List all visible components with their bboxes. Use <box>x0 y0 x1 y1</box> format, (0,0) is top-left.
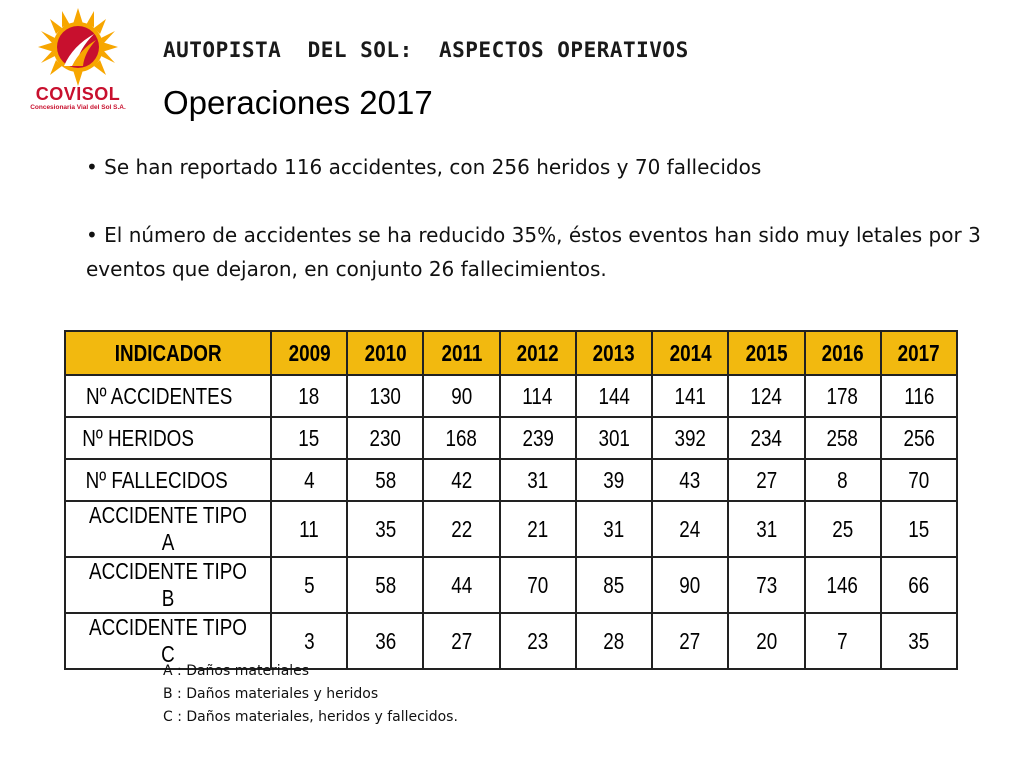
row-label: ACCIDENTE TIPO C <box>65 613 271 669</box>
row-label: Nº FALLECIDOS <box>65 459 271 501</box>
table-cell: 73 <box>728 557 804 613</box>
column-header: 2017 <box>881 331 957 375</box>
column-header: 2010 <box>347 331 423 375</box>
table-cell: 256 <box>881 417 957 459</box>
table-cell: 28 <box>576 613 652 669</box>
table-cell: 258 <box>805 417 881 459</box>
table-cell: 35 <box>881 613 957 669</box>
table-cell: 15 <box>271 417 347 459</box>
table-cell: 234 <box>728 417 804 459</box>
column-header: 2013 <box>576 331 652 375</box>
table-cell: 42 <box>423 459 499 501</box>
bullet-accidents-reduction: • El número de accidentes se ha reducido 35%, éstos eventos han sido muy letales por 3 eventos que dejaron, en conjunto 26 fallecimientos. <box>86 223 981 281</box>
table-cell: 66 <box>881 557 957 613</box>
table-cell: 7 <box>805 613 881 669</box>
table-cell: 18 <box>271 375 347 417</box>
table-row <box>65 375 957 417</box>
table-cell: 146 <box>805 557 881 613</box>
table-cell: 31 <box>576 501 652 557</box>
column-header: INDICADOR <box>65 331 271 375</box>
legend-item-a: A : Daños materiales <box>163 663 310 679</box>
covisol-logo <box>28 8 128 120</box>
table-cell: 27 <box>652 613 728 669</box>
sun-logo-icon <box>38 8 118 86</box>
table-cell: 31 <box>728 501 804 557</box>
table-cell: 239 <box>500 417 576 459</box>
table-cell: 130 <box>347 375 423 417</box>
table-cell: 392 <box>652 417 728 459</box>
table-cell: 70 <box>500 557 576 613</box>
table-header-row <box>65 331 957 375</box>
row-label: Nº HERIDOS <box>65 417 271 459</box>
table-cell: 141 <box>652 375 728 417</box>
table-cell: 178 <box>805 375 881 417</box>
legend-item-b: B : Daños materiales y heridos <box>163 686 379 702</box>
logo-name: COVISOL <box>35 84 121 104</box>
table-cell: 44 <box>423 557 499 613</box>
table-cell: 301 <box>576 417 652 459</box>
table-cell: 39 <box>576 459 652 501</box>
table-cell: 3 <box>271 613 347 669</box>
table-cell: 21 <box>500 501 576 557</box>
table-cell: 70 <box>881 459 957 501</box>
table-cell: 22 <box>423 501 499 557</box>
column-header: 2016 <box>805 331 881 375</box>
table-cell: 27 <box>423 613 499 669</box>
table-cell: 43 <box>652 459 728 501</box>
table-cell: 24 <box>652 501 728 557</box>
table-cell: 4 <box>271 459 347 501</box>
table-cell: 144 <box>576 375 652 417</box>
table-cell: 27 <box>728 459 804 501</box>
table-cell: 168 <box>423 417 499 459</box>
table-row <box>65 417 957 459</box>
column-header: 2009 <box>271 331 347 375</box>
table-cell: 90 <box>423 375 499 417</box>
table-cell: 114 <box>500 375 576 417</box>
table-cell: 230 <box>347 417 423 459</box>
table-row <box>65 501 957 557</box>
operations-table <box>64 330 958 670</box>
table-cell: 36 <box>347 613 423 669</box>
row-label: ACCIDENTE TIPO A <box>65 501 271 557</box>
table-row <box>65 459 957 501</box>
table-cell: 8 <box>805 459 881 501</box>
table-cell: 85 <box>576 557 652 613</box>
accident-type-legend <box>163 660 458 729</box>
table-cell: 116 <box>881 375 957 417</box>
legend-item-c: C : Daños materiales, heridos y fallecidos. <box>163 709 458 725</box>
table-cell: 35 <box>347 501 423 557</box>
column-header: 2011 <box>423 331 499 375</box>
page-title: Operaciones 2017 <box>163 84 433 121</box>
table-cell: 11 <box>271 501 347 557</box>
bullet-accidents-summary: • Se han reportado 116 accidentes, con 256 heridos y 70 fallecidos <box>86 155 762 179</box>
table-cell: 124 <box>728 375 804 417</box>
table-cell: 23 <box>500 613 576 669</box>
column-header: 2015 <box>728 331 804 375</box>
table-cell: 58 <box>347 557 423 613</box>
row-label: ACCIDENTE TIPO B <box>65 557 271 613</box>
table-row <box>65 557 957 613</box>
table-cell: 5 <box>271 557 347 613</box>
table-cell: 20 <box>728 613 804 669</box>
column-header: 2014 <box>652 331 728 375</box>
row-label: Nº ACCIDENTES <box>65 375 271 417</box>
column-header: 2012 <box>500 331 576 375</box>
table-cell: 15 <box>881 501 957 557</box>
table-cell: 90 <box>652 557 728 613</box>
table-cell: 58 <box>347 459 423 501</box>
logo-subtitle: Concesionaria Vial del Sol S.A. <box>30 104 126 111</box>
table-cell: 31 <box>500 459 576 501</box>
table-cell: 25 <box>805 501 881 557</box>
header-title: AUTOPISTA DEL SOL: ASPECTOS OPERATIVOS <box>163 38 689 62</box>
